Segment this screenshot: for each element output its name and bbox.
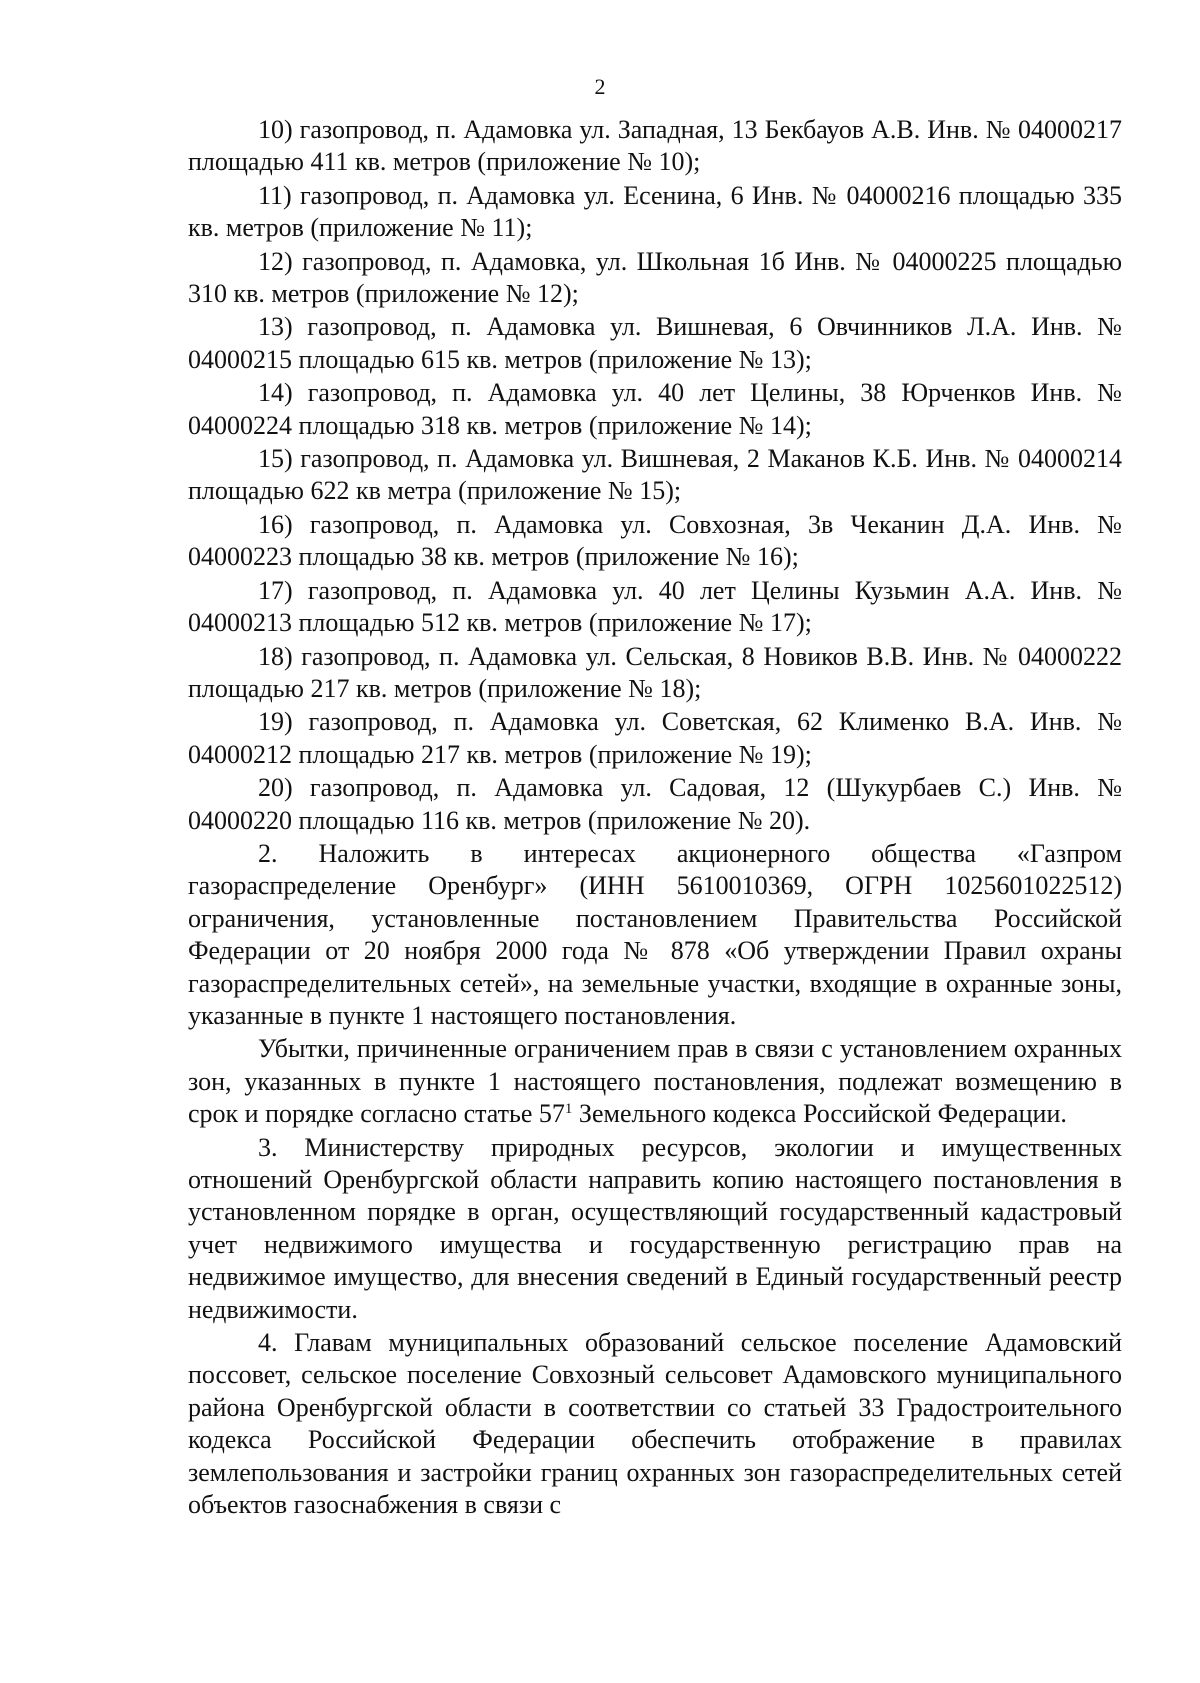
losses-text: Убытки, причиненные ограничением прав в связи с установлением охранных зон, указанных в пункте 1 настоящего постановления, подлежат возмещению в срок и порядке согласно статье 57 (188, 1034, 1122, 1129)
list-item: 11) газопровод, п. Адамовка ул. Есенина, 6 Инв. № 04000216 площадью 335 кв. метров (приложение № 11); (188, 180, 1122, 243)
list-item: 18) газопровод, п. Адамовка ул. Сельская, 8 Новиков В.В. Инв. № 04000222 площадью 217 кв. метров (приложение № 18); (188, 641, 1122, 703)
paragraph-2-restrictions: 2. Наложить в интересах акционерного общества «Газпром газораспределение Оренбург» (ИНН 5610010369, ОГРН 1025601022512) ограничения, установленные постановлением Правительства Российской Федерации от 20 ноября 2000 года № 878 «Об утверждении Правил охраны газораспределительных сетей», на земельные участки, входящие в охранные зоны, указанные в пункте 1 настоящего постановления. (188, 838, 1122, 1030)
paragraph-3-ministry: 3. Министерству природных ресурсов, экологии и имущественных отношений Оренбургской области направить копию настоящего постановления в установленном порядке в орган, осуществляющий государственный кадастровый учет недвижимого имущества и государственную регистрацию прав на недвижимое имущество, для внесения сведений в Единый государственный реестр недвижимости. (188, 1132, 1122, 1324)
article-superscript: 1 (564, 1101, 573, 1118)
page-number: 2 (594, 74, 606, 99)
list-item: 17) газопровод, п. Адамовка ул. 40 лет Целины Кузьмин А.А. Инв. № 04000213 площадью 512 кв. метров (приложение № 17); (188, 575, 1122, 638)
list-item: 19) газопровод, п. Адамовка ул. Советская, 62 Клименко В.А. Инв. № 04000212 площадью 217 кв. метров (приложение № 19); (188, 707, 1122, 769)
list-item: 16) газопровод, п. Адамовка ул. Совхозная, 3в Чеканин Д.А. Инв. № 04000223 площадью 38 кв. метров (приложение № 16); (188, 509, 1122, 572)
list-item: 15) газопровод, п. Адамовка ул. Вишневая, 2 Маканов К.Б. Инв. № 04000214 площадью 622 кв метра (приложение № 15); (188, 444, 1122, 506)
list-item: 12) газопровод, п. Адамовка, ул. Школьная 1б Инв. № 04000225 площадью 310 кв. метров (приложение № 12); (188, 246, 1122, 309)
losses-text-end: Земельного кодекса Российской Федерации. (572, 1099, 1067, 1129)
list-item: 10) газопровод, п. Адамовка ул. Западная, 13 Бекбауов А.В. Инв. № 04000217 площадью 411 кв. метров (приложение № 10); (188, 115, 1122, 177)
list-item: 13) газопровод, п. Адамовка ул. Вишневая, 6 Овчинников Л.А. Инв. № 04000215 площадью 615 кв. метров (приложение № 13); (188, 312, 1122, 374)
paragraph-losses (188, 1033, 1122, 1130)
list-item: 20) газопровод, п. Адамовка ул. Садовая, 12 (Шукурбаев С.) Инв. № 04000220 площадью 116 кв. метров (приложение № 20). (188, 773, 1122, 835)
list-item: 14) газопровод, п. Адамовка ул. 40 лет Целины, 38 Юрченков Инв. № 04000224 площадью 318 кв. метров (приложение № 14); (188, 378, 1122, 440)
document-body (188, 114, 1122, 1521)
paragraph-4-municipal: 4. Главам муниципальных образований сельское поселение Адамовский поссовет, сельское поселение Совхозный сельсовет Адамовского муниципального района Оренбургской области в соответствии со статьей 33 Градостроительного кодекса Российской Федерации обеспечить отображение в правилах землепользования и застройки границ охранных зон газораспределительных сетей объектов газоснабжения в связи с (188, 1328, 1122, 1520)
